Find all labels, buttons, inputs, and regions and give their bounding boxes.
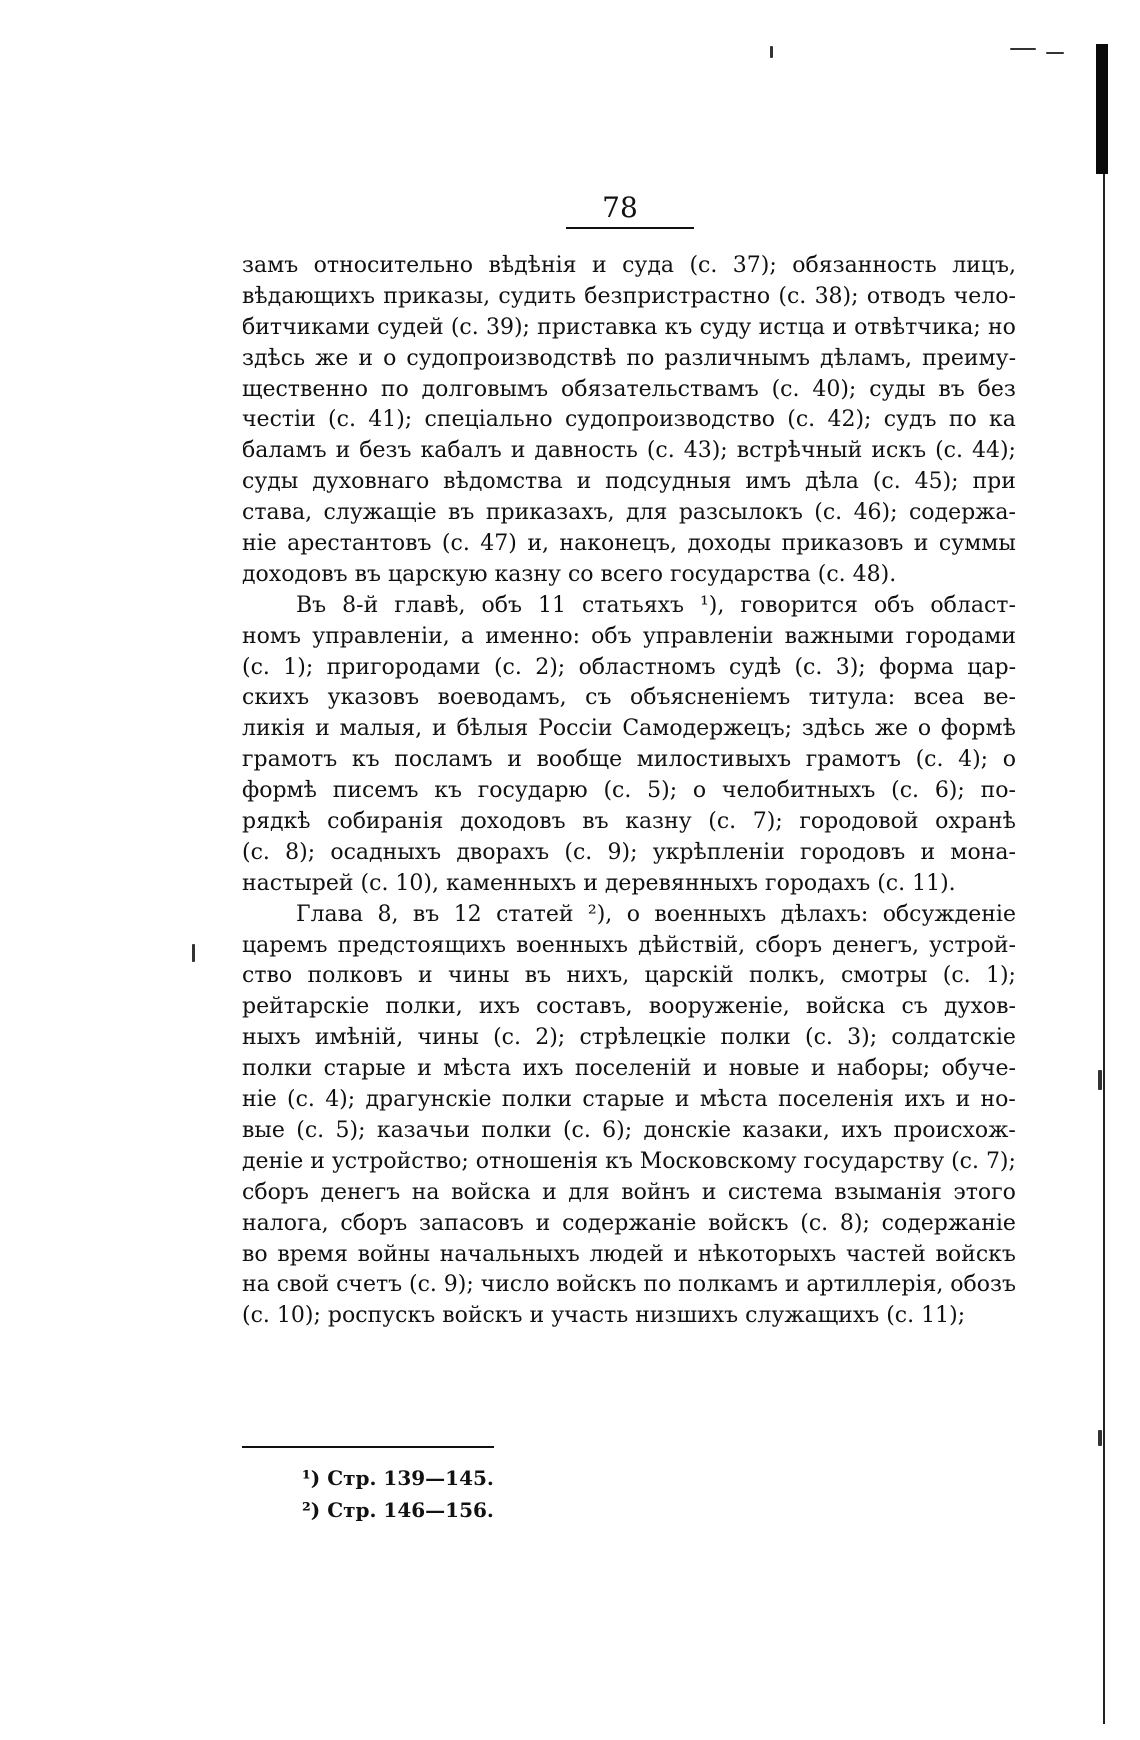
text-line: (с. 8); осадныхъ дворахъ (с. 9); укрѣпленіи городовъ и мона- xyxy=(242,839,1016,865)
text-line: ныхъ имѣній, чины (с. 2); стрѣлецкіе полки (с. 3); солдатскіе xyxy=(242,1025,1016,1051)
text-line: вые (с. 5); казачьи полки (с. 6); донскіе казаки, ихъ происхож- xyxy=(242,1117,1016,1143)
text-line: битчиками судей (с. 39); приставка къ суду истца и отвѣтчика; но xyxy=(242,314,1016,340)
text-line: вѣдающихъ приказы, судить безпристрастно (с. 38); отводъ чело- xyxy=(242,283,1016,309)
footnotes xyxy=(302,1462,494,1526)
text-line: номъ управленіи, а именно: объ управленіи важными городами xyxy=(242,623,1016,649)
text-line: царемъ предстоящихъ военныхъ дѣйствій, сборъ денегъ, устрой- xyxy=(242,932,1016,958)
text-line: честіи (с. 41); спеціально судопроизводство (с. 42); судъ по ка xyxy=(242,407,1016,433)
text-line: (с. 1); пригородами (с. 2); областномъ судѣ (с. 3); форма цар- xyxy=(242,654,1016,680)
footnote-mark: ¹) xyxy=(302,1466,321,1490)
footnote-text: Стр. 146—156. xyxy=(327,1498,494,1522)
text-line: замъ относительно вѣдѣнія и суда (с. 37); обязанность лицъ, xyxy=(242,253,1016,278)
text-line: суды духовнаго вѣдомства и подсудныя имъ дѣла (с. 45); при xyxy=(242,469,1016,495)
scan-speck xyxy=(1046,52,1064,54)
page-number-rule xyxy=(566,227,694,229)
text-line: полки старые и мѣста ихъ поселеній и новые и наборы; обуче- xyxy=(242,1056,1016,1082)
scan-speck xyxy=(1098,1070,1102,1090)
text-line: деніе и устройство; отношенія къ Московскому государству (с. 7); xyxy=(242,1148,1016,1174)
text-line: баламъ и безъ кабалъ и давность (с. 43); встрѣчный искъ (с. 44); xyxy=(242,438,1016,464)
scan-speck xyxy=(1098,1430,1102,1446)
text-line: скихъ указовъ воеводамъ, съ объясненіемъ титула: всеа ве- xyxy=(242,685,1016,711)
text-line: Глава 8, въ 12 статей ²), о военныхъ дѣлахъ: обсужденіе xyxy=(296,901,1016,927)
text-line: щественно по долговымъ обязательствамъ (с. 40); суды въ без xyxy=(242,376,1016,402)
paragraph xyxy=(242,251,1016,591)
scan-edge-line xyxy=(1103,174,1105,1724)
text-line: формѣ писемъ къ государю (с. 5); о челобитныхъ (с. 6); по- xyxy=(242,778,1016,804)
text-line: настырей (с. 10), каменныхъ и деревянныхъ городахъ (с. 11). xyxy=(242,870,956,896)
text-line: доходовъ въ царскую казну со всего государства (с. 48). xyxy=(242,561,897,587)
paragraph xyxy=(242,591,1016,900)
text-line: налога, сборъ запасовъ и содержаніе войскъ (с. 8); содержаніе xyxy=(242,1210,1016,1236)
scan-speck xyxy=(192,944,195,962)
text-line: рядкѣ собиранія доходовъ въ казну (с. 7); городовой охранѣ xyxy=(242,809,1016,835)
text-line: грамотъ къ посламъ и вообще милостивыхъ грамотъ (с. 4); о xyxy=(242,747,1016,773)
page-number: 78 xyxy=(602,191,638,224)
text-line: здѣсь же и о судопроизводствѣ по различнымъ дѣламъ, преиму- xyxy=(242,345,1016,371)
text-line: на свой счетъ (с. 9); число войскъ по полкамъ и артиллерія, обозъ xyxy=(242,1272,1016,1298)
body-text xyxy=(242,251,1016,1332)
footnote-mark: ²) xyxy=(302,1498,321,1522)
text-line: во время войны начальныхъ людей и нѣкоторыхъ частей войскъ xyxy=(242,1241,1016,1267)
scan-edge-shadow xyxy=(1096,44,1108,174)
scan-speck xyxy=(770,46,773,58)
footnote xyxy=(302,1462,494,1494)
text-line: става, служащіе въ приказахъ, для разсылокъ (с. 46); содержа- xyxy=(242,500,1016,526)
text-line: (с. 10); роспускъ войскъ и участь низшихъ служащихъ (с. 11); xyxy=(242,1303,966,1329)
paragraph xyxy=(242,900,1016,1332)
text-line: рейтарскіе полки, ихъ составъ, вооруженіе, войска съ духов- xyxy=(242,994,1016,1020)
footnote-text: Стр. 139—145. xyxy=(327,1466,494,1490)
scan-speck xyxy=(1010,48,1036,50)
footnote xyxy=(302,1494,494,1526)
text-line: ніе (с. 4); драгунскіе полки старые и мѣста поселенія ихъ и но- xyxy=(242,1087,1016,1113)
text-line: ликія и малыя, и бѣлыя Россіи Самодержецъ; здѣсь же о формѣ xyxy=(242,716,1016,742)
text-line: ніе арестантовъ (с. 47) и, наконецъ, доходы приказовъ и суммы xyxy=(242,531,1016,557)
text-line: Въ 8-й главѣ, объ 11 статьяхъ ¹), говорится объ област- xyxy=(296,592,1016,618)
text-line: сборъ денегъ на войска и для войнъ и система взыманія этого xyxy=(242,1179,1016,1205)
text-line: ство полковъ и чины въ нихъ, царскій полкъ, смотры (с. 1); xyxy=(242,963,1016,989)
footnote-rule xyxy=(242,1446,494,1448)
